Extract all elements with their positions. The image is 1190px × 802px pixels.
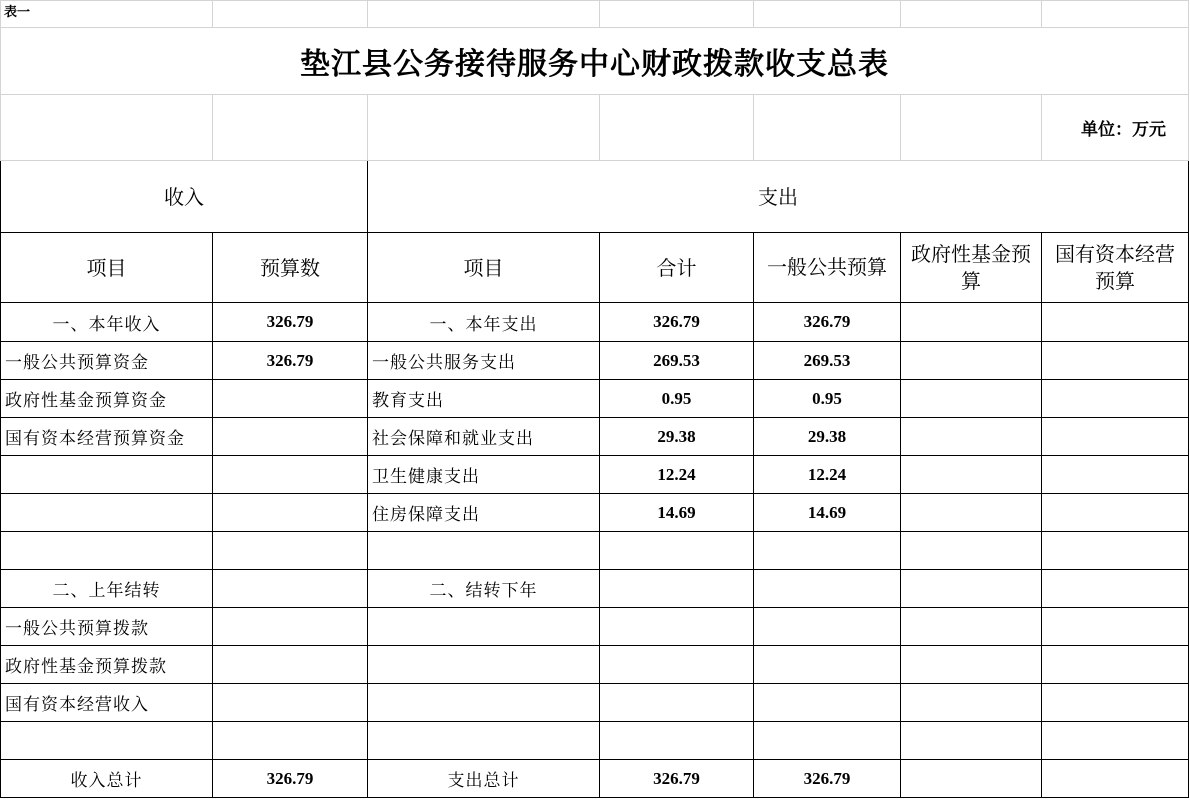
gov-fund-cell[interactable] — [901, 532, 1042, 570]
income-item-cell[interactable] — [1, 722, 213, 760]
gov-fund-cell[interactable] — [901, 494, 1042, 532]
income-value-cell[interactable] — [213, 570, 368, 608]
total-cell[interactable] — [600, 722, 754, 760]
state-capital-cell[interactable] — [1042, 456, 1189, 494]
general-public-cell[interactable] — [754, 532, 901, 570]
total-cell[interactable]: 14.69 — [600, 494, 754, 532]
page-title[interactable]: 垫江县公务接待服务中心财政拨款收支总表 — [1, 28, 1189, 95]
income-item-cell[interactable]: 一般公共预算拨款 — [1, 608, 213, 646]
income-value-cell[interactable]: 326.79 — [213, 760, 368, 798]
expense-item-cell[interactable]: 支出总计 — [368, 760, 600, 798]
income-value-cell[interactable]: 326.79 — [213, 342, 368, 380]
expense-item-cell[interactable] — [368, 684, 600, 722]
income-header[interactable]: 收入 — [1, 161, 368, 233]
income-item-cell[interactable]: 政府性基金预算资金 — [1, 380, 213, 418]
total-cell[interactable]: 269.53 — [600, 342, 754, 380]
expense-item-cell[interactable]: 教育支出 — [368, 380, 600, 418]
table-row — [1, 646, 1189, 684]
table-row — [1, 722, 1189, 760]
general-public-cell[interactable]: 14.69 — [754, 494, 901, 532]
gov-fund-cell[interactable] — [901, 684, 1042, 722]
empty-cell[interactable] — [368, 95, 600, 161]
total-cell[interactable]: 29.38 — [600, 418, 754, 456]
income-value-cell[interactable] — [213, 380, 368, 418]
total-cell[interactable]: 0.95 — [600, 380, 754, 418]
table-row — [1, 456, 1189, 494]
gov-fund-cell[interactable] — [901, 342, 1042, 380]
empty-cell[interactable] — [213, 1, 368, 28]
state-capital-cell[interactable] — [1042, 532, 1189, 570]
income-value-cell[interactable] — [213, 646, 368, 684]
general-public-cell[interactable] — [754, 608, 901, 646]
empty-cell[interactable] — [1, 95, 213, 161]
state-capital-cell[interactable] — [1042, 380, 1189, 418]
income-item-cell[interactable] — [1, 532, 213, 570]
income-value-cell[interactable] — [213, 684, 368, 722]
total-cell[interactable]: 12.24 — [600, 456, 754, 494]
general-public-cell[interactable]: 29.38 — [754, 418, 901, 456]
income-value-cell[interactable]: 326.79 — [213, 303, 368, 342]
income-value-cell[interactable] — [213, 494, 368, 532]
total-cell[interactable]: 326.79 — [600, 760, 754, 798]
expense-item-cell[interactable]: 住房保障支出 — [368, 494, 600, 532]
table-row — [1, 494, 1189, 532]
income-value-cell[interactable] — [213, 532, 368, 570]
state-capital-cell[interactable] — [1042, 608, 1189, 646]
table-row — [1, 570, 1189, 608]
general-public-cell[interactable]: 326.79 — [754, 760, 901, 798]
expense-item-cell[interactable] — [368, 532, 600, 570]
gov-fund-cell[interactable] — [901, 722, 1042, 760]
income-value-cell[interactable] — [213, 722, 368, 760]
gov-fund-cell[interactable] — [901, 303, 1042, 342]
expense-item-cell[interactable]: 社会保障和就业支出 — [368, 418, 600, 456]
income-value-cell[interactable] — [213, 608, 368, 646]
gov-fund-cell[interactable] — [901, 608, 1042, 646]
table-row — [1, 380, 1189, 418]
income-item-cell[interactable]: 国有资本经营收入 — [1, 684, 213, 722]
expense-item-cell[interactable] — [368, 646, 600, 684]
expense-item-cell[interactable]: 二、结转下年 — [368, 570, 600, 608]
total-cell[interactable]: 326.79 — [600, 303, 754, 342]
empty-cell[interactable] — [901, 95, 1042, 161]
income-item-header[interactable]: 项目 — [1, 233, 213, 303]
total-header[interactable]: 合计 — [600, 233, 754, 303]
expense-item-cell[interactable]: 一、本年支出 — [368, 303, 600, 342]
state-capital-cell[interactable] — [1042, 722, 1189, 760]
expense-item-header[interactable]: 项目 — [368, 233, 600, 303]
table-row — [1, 418, 1189, 456]
table-row — [1, 532, 1189, 570]
income-item-cell[interactable]: 收入总计 — [1, 760, 213, 798]
income-item-cell[interactable]: 国有资本经营预算资金 — [1, 418, 213, 456]
gov-fund-cell[interactable] — [901, 380, 1042, 418]
income-item-cell[interactable]: 二、上年结转 — [1, 570, 213, 608]
general-public-header[interactable]: 一般公共预算 — [754, 233, 901, 303]
income-item-cell[interactable]: 一般公共预算资金 — [1, 342, 213, 380]
empty-cell[interactable] — [600, 95, 754, 161]
table-row — [1, 760, 1189, 798]
total-cell[interactable] — [600, 570, 754, 608]
empty-cell[interactable] — [901, 1, 1042, 28]
income-item-cell[interactable] — [1, 456, 213, 494]
total-cell[interactable] — [600, 684, 754, 722]
state-capital-cell[interactable] — [1042, 646, 1189, 684]
income-value-cell[interactable] — [213, 456, 368, 494]
table-row — [1, 303, 1189, 342]
general-public-cell[interactable] — [754, 684, 901, 722]
sheet-tag[interactable]: 表一 — [1, 1, 213, 28]
expense-item-cell[interactable] — [368, 608, 600, 646]
state-capital-cell[interactable] — [1042, 303, 1189, 342]
budget-count-header[interactable]: 预算数 — [213, 233, 368, 303]
general-public-cell[interactable]: 326.79 — [754, 303, 901, 342]
state-capital-cell[interactable] — [1042, 342, 1189, 380]
general-public-cell[interactable] — [754, 646, 901, 684]
table-row — [1, 608, 1189, 646]
state-capital-header[interactable]: 国有资本经营预算 — [1042, 233, 1189, 303]
empty-cell[interactable] — [213, 95, 368, 161]
general-public-cell[interactable] — [754, 570, 901, 608]
empty-cell[interactable] — [600, 1, 754, 28]
empty-cell[interactable] — [754, 1, 901, 28]
gov-fund-cell[interactable] — [901, 646, 1042, 684]
total-cell[interactable] — [600, 608, 754, 646]
income-item-cell[interactable]: 一、本年收入 — [1, 303, 213, 342]
expense-header[interactable]: 支出 — [368, 161, 1189, 233]
table-row — [1, 342, 1189, 380]
general-public-cell[interactable]: 269.53 — [754, 342, 901, 380]
general-public-cell[interactable]: 12.24 — [754, 456, 901, 494]
expense-item-cell[interactable]: 一般公共服务支出 — [368, 342, 600, 380]
empty-cell[interactable] — [368, 1, 600, 28]
expense-item-cell[interactable] — [368, 722, 600, 760]
general-public-cell[interactable]: 0.95 — [754, 380, 901, 418]
total-cell[interactable] — [600, 532, 754, 570]
state-capital-cell[interactable] — [1042, 684, 1189, 722]
state-capital-cell[interactable] — [1042, 494, 1189, 532]
state-capital-cell[interactable] — [1042, 418, 1189, 456]
income-item-cell[interactable] — [1, 494, 213, 532]
gov-fund-cell[interactable] — [901, 760, 1042, 798]
expense-item-cell[interactable]: 卫生健康支出 — [368, 456, 600, 494]
gov-fund-header[interactable]: 政府性基金预算 — [901, 233, 1042, 303]
income-item-cell[interactable]: 政府性基金预算拨款 — [1, 646, 213, 684]
empty-cell[interactable] — [754, 95, 901, 161]
gov-fund-cell[interactable] — [901, 456, 1042, 494]
unit-label[interactable]: 单位：万元 — [1042, 95, 1189, 161]
state-capital-cell[interactable] — [1042, 570, 1189, 608]
table-row — [1, 684, 1189, 722]
state-capital-cell[interactable] — [1042, 760, 1189, 798]
gov-fund-cell[interactable] — [901, 418, 1042, 456]
empty-cell[interactable] — [1042, 1, 1189, 28]
total-cell[interactable] — [600, 646, 754, 684]
gov-fund-cell[interactable] — [901, 570, 1042, 608]
income-value-cell[interactable] — [213, 418, 368, 456]
general-public-cell[interactable] — [754, 722, 901, 760]
